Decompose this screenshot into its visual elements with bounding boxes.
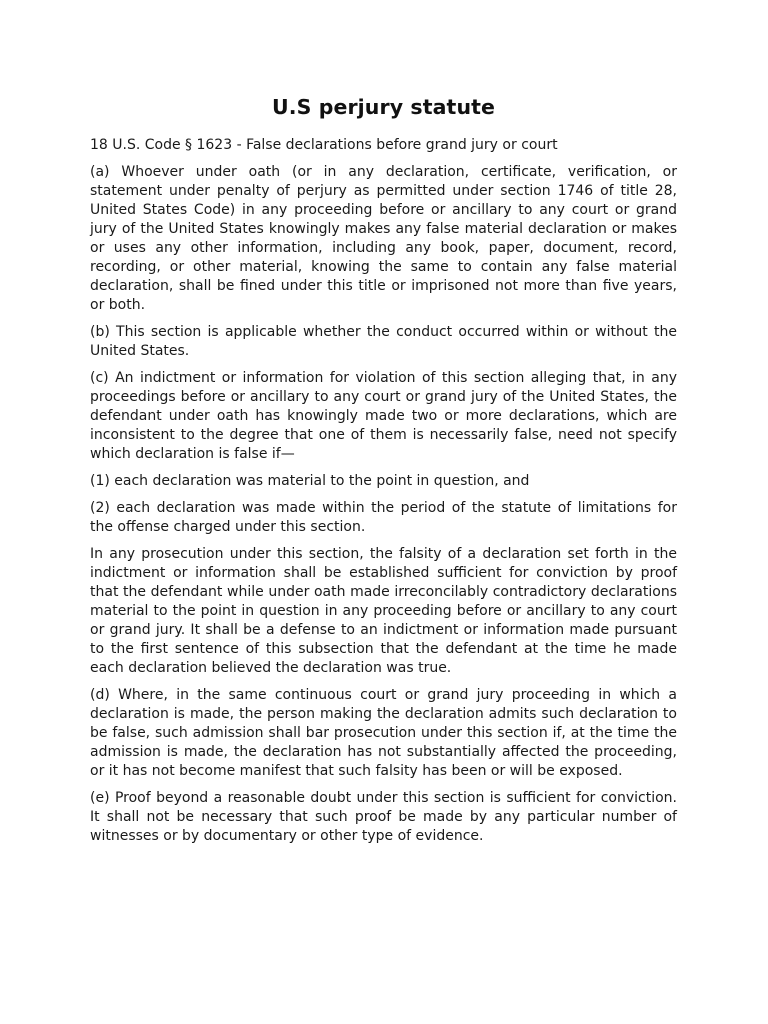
subsection-e: (e) Proof beyond a reasonable doubt under this section is sufficient for conviction. It shall not be necessary that such proof be made by any particular number of witnesses or by documentary or other type of evidence. — [90, 790, 677, 844]
code-citation: 18 U.S. Code § 1623 - False declarations before grand jury or court — [90, 137, 558, 153]
subsection-d: (d) Where, in the same continuous court or grand jury proceeding in which a declaration is made, the person making the declaration admits such declaration to be false, such admission shall bar prosecution under this section if, at the time the admission is made, the declaration has not substantially affected the proceeding, or it has not become manifest that such falsity has been or will be exposed. — [90, 687, 677, 779]
subsection-a: (a) Whoever under oath (or in any declaration, certificate, verification, or statement under penalty of perjury as permitted under section 1746 of title 28, United States Code) in any proceeding before or ancillary to any court or grand jury of the United States knowingly makes any false material declaration or makes or uses any other information, including any book, paper, document, record, recording, or other material, knowing the same to contain any false material declaration, shall be fined under this title or imprisoned not more than five years, or both. — [90, 164, 677, 313]
document-page — [90, 90, 677, 854]
subsection-c-prosecution-paragraph: In any prosecution under this section, the falsity of a declaration set forth in the indictment or information shall be established sufficient for conviction by proof that the defendant while under oath made irreconcilably contradictory declarations material to the point in question in any proceeding before or ancillary to any court or grand jury. It shall be a defense to an indictment or information made pursuant to the first sentence of this subsection that the defendant at the time he made each declaration believed the declaration was true. — [90, 546, 677, 676]
subsection-b: (b) This section is applicable whether the conduct occurred within or without the United States. — [90, 324, 677, 359]
subsection-c: (c) An indictment or information for violation of this section alleging that, in any proceedings before or ancillary to any court or grand jury of the United States, the defendant under oath has knowingly made two or more declarations, which are inconsistent to the degree that one of them is necessarily false, need not specify which declaration is false if— — [90, 370, 677, 462]
document-title: U.S perjury statute — [271, 95, 496, 119]
subsection-c-item-1: (1) each declaration was material to the point in question, and — [90, 473, 530, 489]
subsection-c-item-2: (2) each declaration was made within the period of the statute of limitations for the offense charged under this section. — [90, 500, 677, 535]
